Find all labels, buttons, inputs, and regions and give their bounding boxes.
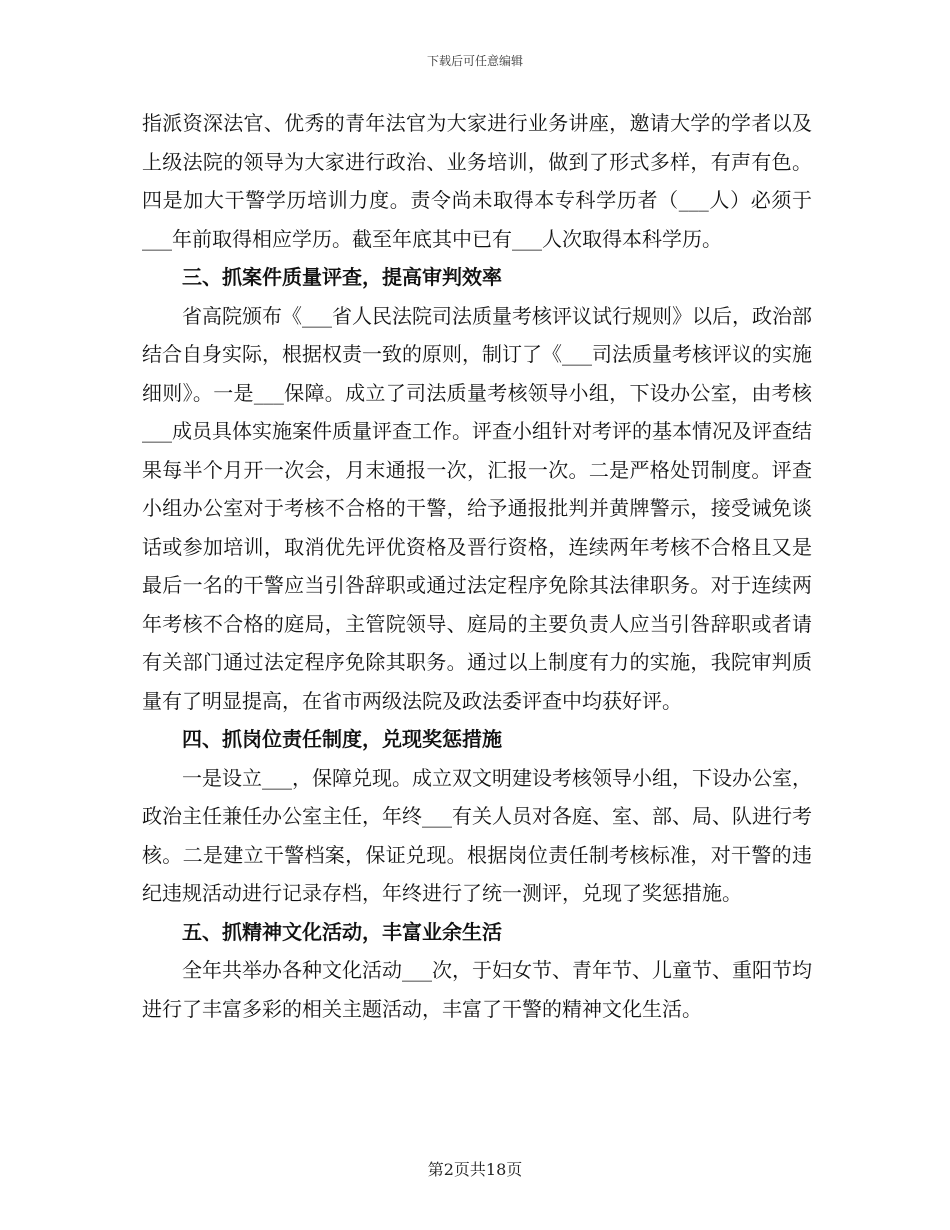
paragraph-training: 指派资深法官、优秀的青年法官为大家进行业务讲座，邀请大学的学者以及上级法院的领导为大家进行政治、业务培训，做到了形式多样，有声有色。四是加大干警学历培训力度。责令尚未取得本专科学历者（___人）必须于___年前取得相应学历。截至年底其中已有___人次取得本科学历。 — [142, 111, 812, 251]
section-heading-4: 四、抓岗位责任制度，兑现奖惩措施 — [182, 727, 502, 751]
paragraph-responsibility: 一是设立___，保障兑现。成立双文明建设考核领导小组，下设办公室，政治主任兼任办公室主任，年终___有关人员对各庭、室、部、局、队进行考核。二是建立干警档案，保证兑现。根据岗位责任制考核标准，对干警的违纪违规活动进行记录存档，年终进行了统一测评，兑现了奖惩措施。 — [142, 765, 812, 905]
document-body — [142, 104, 812, 1028]
page-number: 第2页共18页 — [427, 1160, 523, 1179]
section-heading-5: 五、抓精神文化活动，丰富业余生活 — [182, 919, 502, 944]
paragraph-quality-review: 省高院颁布《___省人民法院司法质量考核评议试行规则》以后，政治部结合自身实际，根据权责一致的原则，制订了《___司法质量考核评议的实施细则》。一是___保障。成立了司法质量考核领导小组，下设办公室，由考核___成员具体实施案件质量评查工作。评查小组针对考评的基本情况及评查结果每半个月开一次会，月末通报一次，汇报一次。二是严格处罚制度。评查小组办公室对于考核不合格的干警，给予通报批判并黄牌警示，接受诫免谈话或参加培训，取消优先评优资格及晋行资格，连续两年考核不合格且又是最后一名的干警应当引咎辞职或通过法定程序免除其法律职务。对于连续两年考核不合格的庭局，主管院领导、庭局的主要负责人应当引咎辞职或者请有关部门通过法定程序免除其职务。通过以上制度有力的实施，我院审判质量有了明显提高，在省市两级法院及政法委评查中均获好评。 — [142, 303, 812, 713]
paragraph-culture: 全年共举办各种文化活动___次，于妇女节、青年节、儿童节、重阳节均进行了丰富多彩的相关主题活动，丰富了干警的精神文化生活。 — [142, 958, 812, 1021]
page-header: 下载后可任意编辑 — [426, 54, 523, 68]
section-heading-3: 三、抓案件质量评查，提高审判效率 — [182, 265, 502, 289]
